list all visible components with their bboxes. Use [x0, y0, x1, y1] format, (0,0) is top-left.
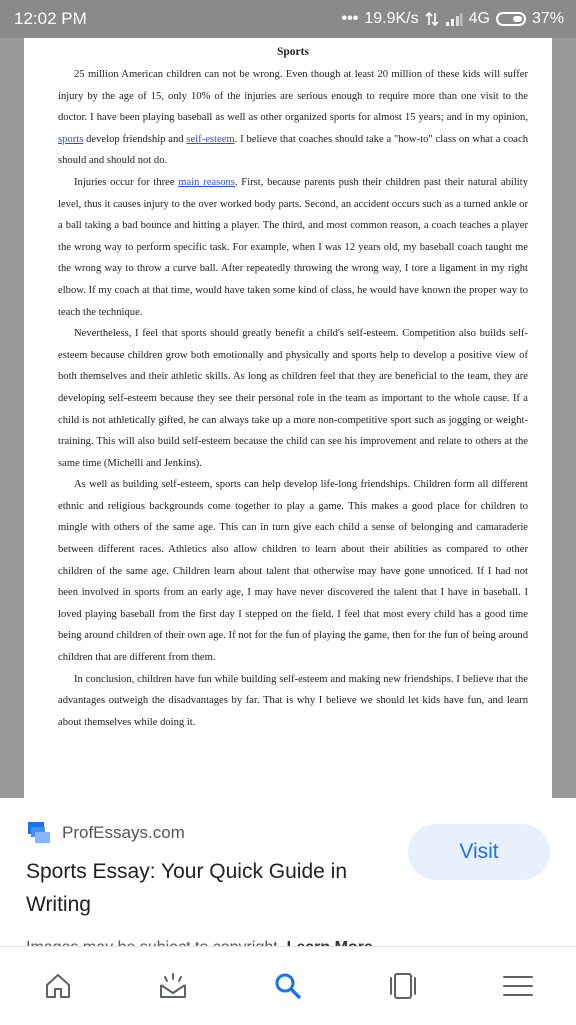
status-time: 12:02 PM	[14, 9, 87, 28]
source-site-name[interactable]: ProfEssays.com	[62, 823, 185, 842]
essay-link[interactable]: main reasons	[178, 176, 235, 188]
essay-text: . First, because parents push their children past their natural ability level, thus it causes injury to the over worked body parts. Second, an accident occurs such as a turned ankle or a ball taking a bad bounce and hitting a player. The third, and most common reason, a coach teaches a player the wrong way to perform specific task. For example, when I was 12 years old, my baseball coach taught me the wrong way to throw a curve ball. After repeatedly throwing the wrong way, I tore a ligament in my right elbow. If my coach at that time, would have taken some kind of class, he would have known the proper way to teach the technique.	[58, 176, 528, 318]
home-icon	[43, 971, 73, 1001]
essay-text: 25 million American children can not be wrong. Even though at least 20 million of these kids will suffer injury by the age of 15, only 10% of the injuries are serious enough to require more than one visit to the doctor. I have been playing baseball as well as other organized sports for almost 15 years; and in my opinion,	[58, 69, 528, 124]
essay-link[interactable]: self-esteem	[186, 133, 235, 145]
network-type: 4G	[468, 10, 490, 27]
essay-document	[24, 38, 552, 798]
bottom-navigation	[0, 946, 576, 1025]
nav-updates[interactable]	[143, 956, 203, 1016]
signal-icon	[445, 12, 463, 26]
nav-home[interactable]	[28, 956, 88, 1016]
image-viewer[interactable]	[0, 38, 576, 798]
essay-text: As well as building self-esteem, sports can help develop life-long friendships. Children form all different ethnic and religious backgrounds come together to play a game. This makes a good place for children to mingle with others of the same age. This can in turn give each child a sense of belonging and camaraderie between different races. Athletics also allow children to learn about their abilities as compared to other children of the same age. Children learn about talent that otherwise may have gone unnoticed. If I had not been involved in sports from an early age, I may have never discovered the talent that I have in baseball. I loved playing baseball from the first day I stepped on the field. I feel that most every child has a good time being around children of their own age. If not for the fun of playing the game, then for the fun of being around children that are different from them.	[58, 479, 528, 664]
status-dots: •••	[341, 10, 359, 27]
essay-title: Sports	[277, 46, 309, 58]
essay-paragraph	[58, 323, 528, 474]
nav-tabs[interactable]	[373, 956, 433, 1016]
nav-menu[interactable]	[488, 956, 548, 1016]
data-transfer-icon	[425, 11, 439, 27]
tabs-icon	[386, 971, 420, 1001]
nav-search[interactable]	[258, 956, 318, 1016]
network-speed: 19.9K/s	[364, 10, 419, 27]
essay-body	[58, 64, 528, 733]
essay-paragraph	[58, 172, 528, 323]
essay-text: Injuries occur for three	[74, 176, 179, 188]
result-title[interactable]: Sports Essay: Your Quick Guide in Writing	[26, 860, 347, 916]
battery-level: 37%	[531, 10, 564, 27]
essay-paragraph	[58, 669, 528, 734]
essay-link[interactable]: sports	[58, 133, 84, 145]
visit-button[interactable]: Visit	[408, 824, 550, 880]
essay-paragraph	[58, 474, 528, 668]
copyright-notice	[26, 934, 566, 946]
essay-paragraph	[58, 64, 528, 172]
status-indicators	[342, 10, 564, 28]
essay-text: In conclusion, children have fun while building self-esteem and making new friendships. I believe that the advantages outweigh the disadvantages by far. That is why I believe we should let kids have fun, and learn about themselves while doing it.	[58, 673, 528, 728]
essay-text: Nevertheless, I feel that sports should greatly benefit a child's self-esteem. Competition also builds self-esteem because children grow both emotionally and physically and sports help to develop a positive view of both themselves and their athletic skills. As long as children feel that they are beneficial to the team, they are developing self-esteem because they see their personal role in the team as important to the whole cause. If a child is not athletically gifted, he can always take up a more non-competitive sport such as jogging or weight-training. This will also build self-esteem because the child can see his improvement and relate to others at the same time (Michelli and Jenkins).	[58, 328, 528, 469]
essay-text: develop friendship and	[83, 133, 187, 145]
site-logo-icon	[28, 822, 52, 844]
updates-icon	[156, 971, 190, 1001]
essay-text: . I believe that coaches should take a "how-to" class on what a coach should and should not do.	[58, 133, 528, 167]
search-icon	[273, 971, 303, 1001]
status-bar	[0, 0, 576, 38]
battery-icon	[496, 12, 526, 26]
menu-icon	[502, 973, 534, 999]
